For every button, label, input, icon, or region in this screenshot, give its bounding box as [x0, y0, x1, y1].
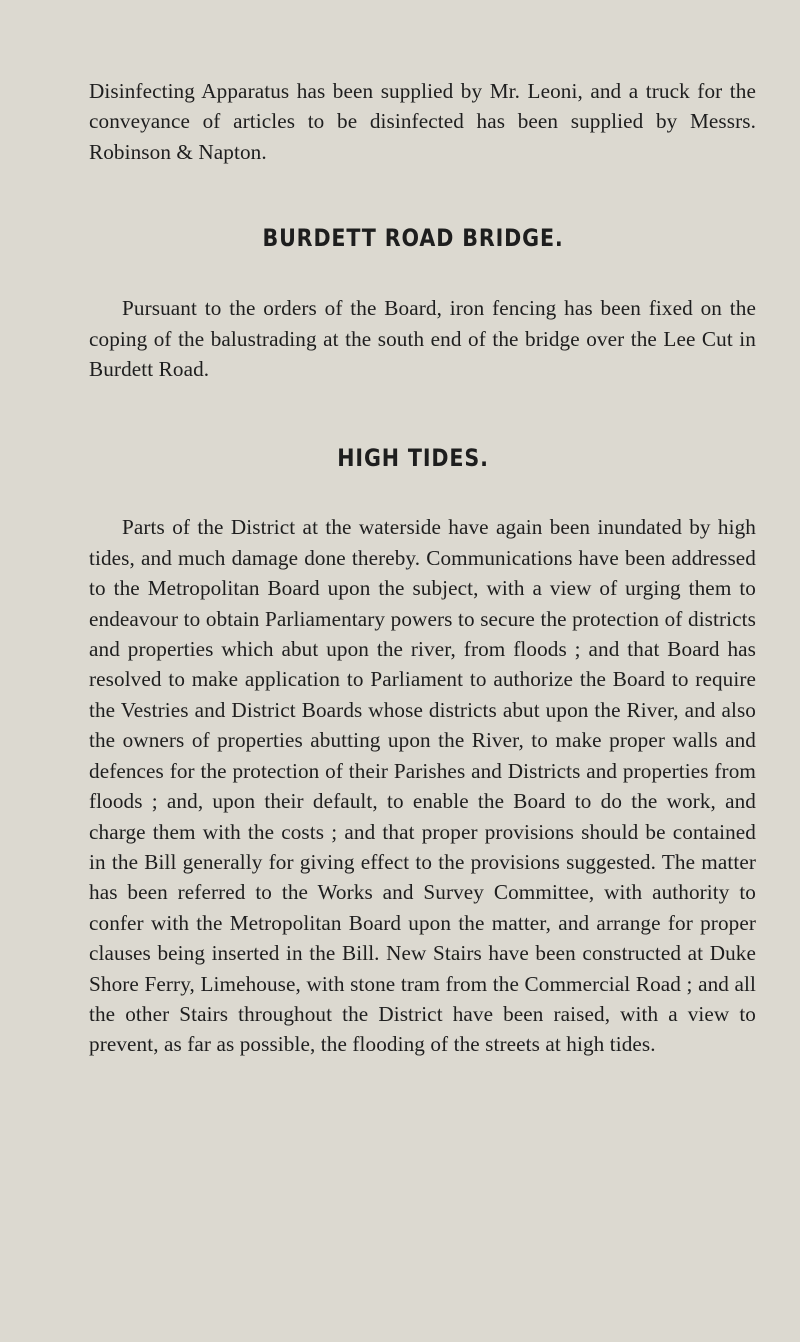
section-body-high-tides: Parts of the District at the waterside have again been inundated by high tides, and much damage done thereby. Communications have been addressed to the Metropolitan Board upon the subject, with a view of urging them to endeavour to obtain Parliamentary powers to secure the protection of districts and properties which abut upon the river, from floods ; and that Board has resolved to make application to Parliament to authorize the Board to require the Vestries and District Boards whose districts abut upon the River, and also the owners of properties abutting upon the River, to make proper walls and defences for the protection of their Parishes and Districts and properties from floods ; and, upon their default, to enable the Board to do the work, and charge them with the costs ; and that proper provisions should be contained in the Bill generally for giving effect to the provisions suggested. The matter has been referred to the Works and Survey Committee, with authority to confer with the Metropolitan Board upon the matter, and arrange for proper clauses being inserted in the Bill. New Stairs have been constructed at Duke Shore Ferry, Limehouse, with stone tram from the Commercial Road ; and all the other Stairs throughout the District have been raised, with a view to prevent, as far as possible, the flooding of the streets at high tides.	[89, 515, 756, 1057]
section-heading-high-tides: HIGH TIDES.	[337, 444, 489, 473]
section-heading-burdett-road-bridge: BURDETT ROAD BRIDGE.	[262, 224, 564, 253]
intro-paragraph: Disinfecting Apparatus has been supplied by Mr. Leoni, and a truck for the conveyance of articles to be disinfected has been supplied by Messrs. Robinson & Napton.	[89, 79, 756, 164]
section-body-burdett-road-bridge: Pursuant to the orders of the Board, iron fencing has been fixed on the coping of the balustrading at the south end of the bridge over the Lee Cut in Burdett Road.	[89, 296, 756, 382]
